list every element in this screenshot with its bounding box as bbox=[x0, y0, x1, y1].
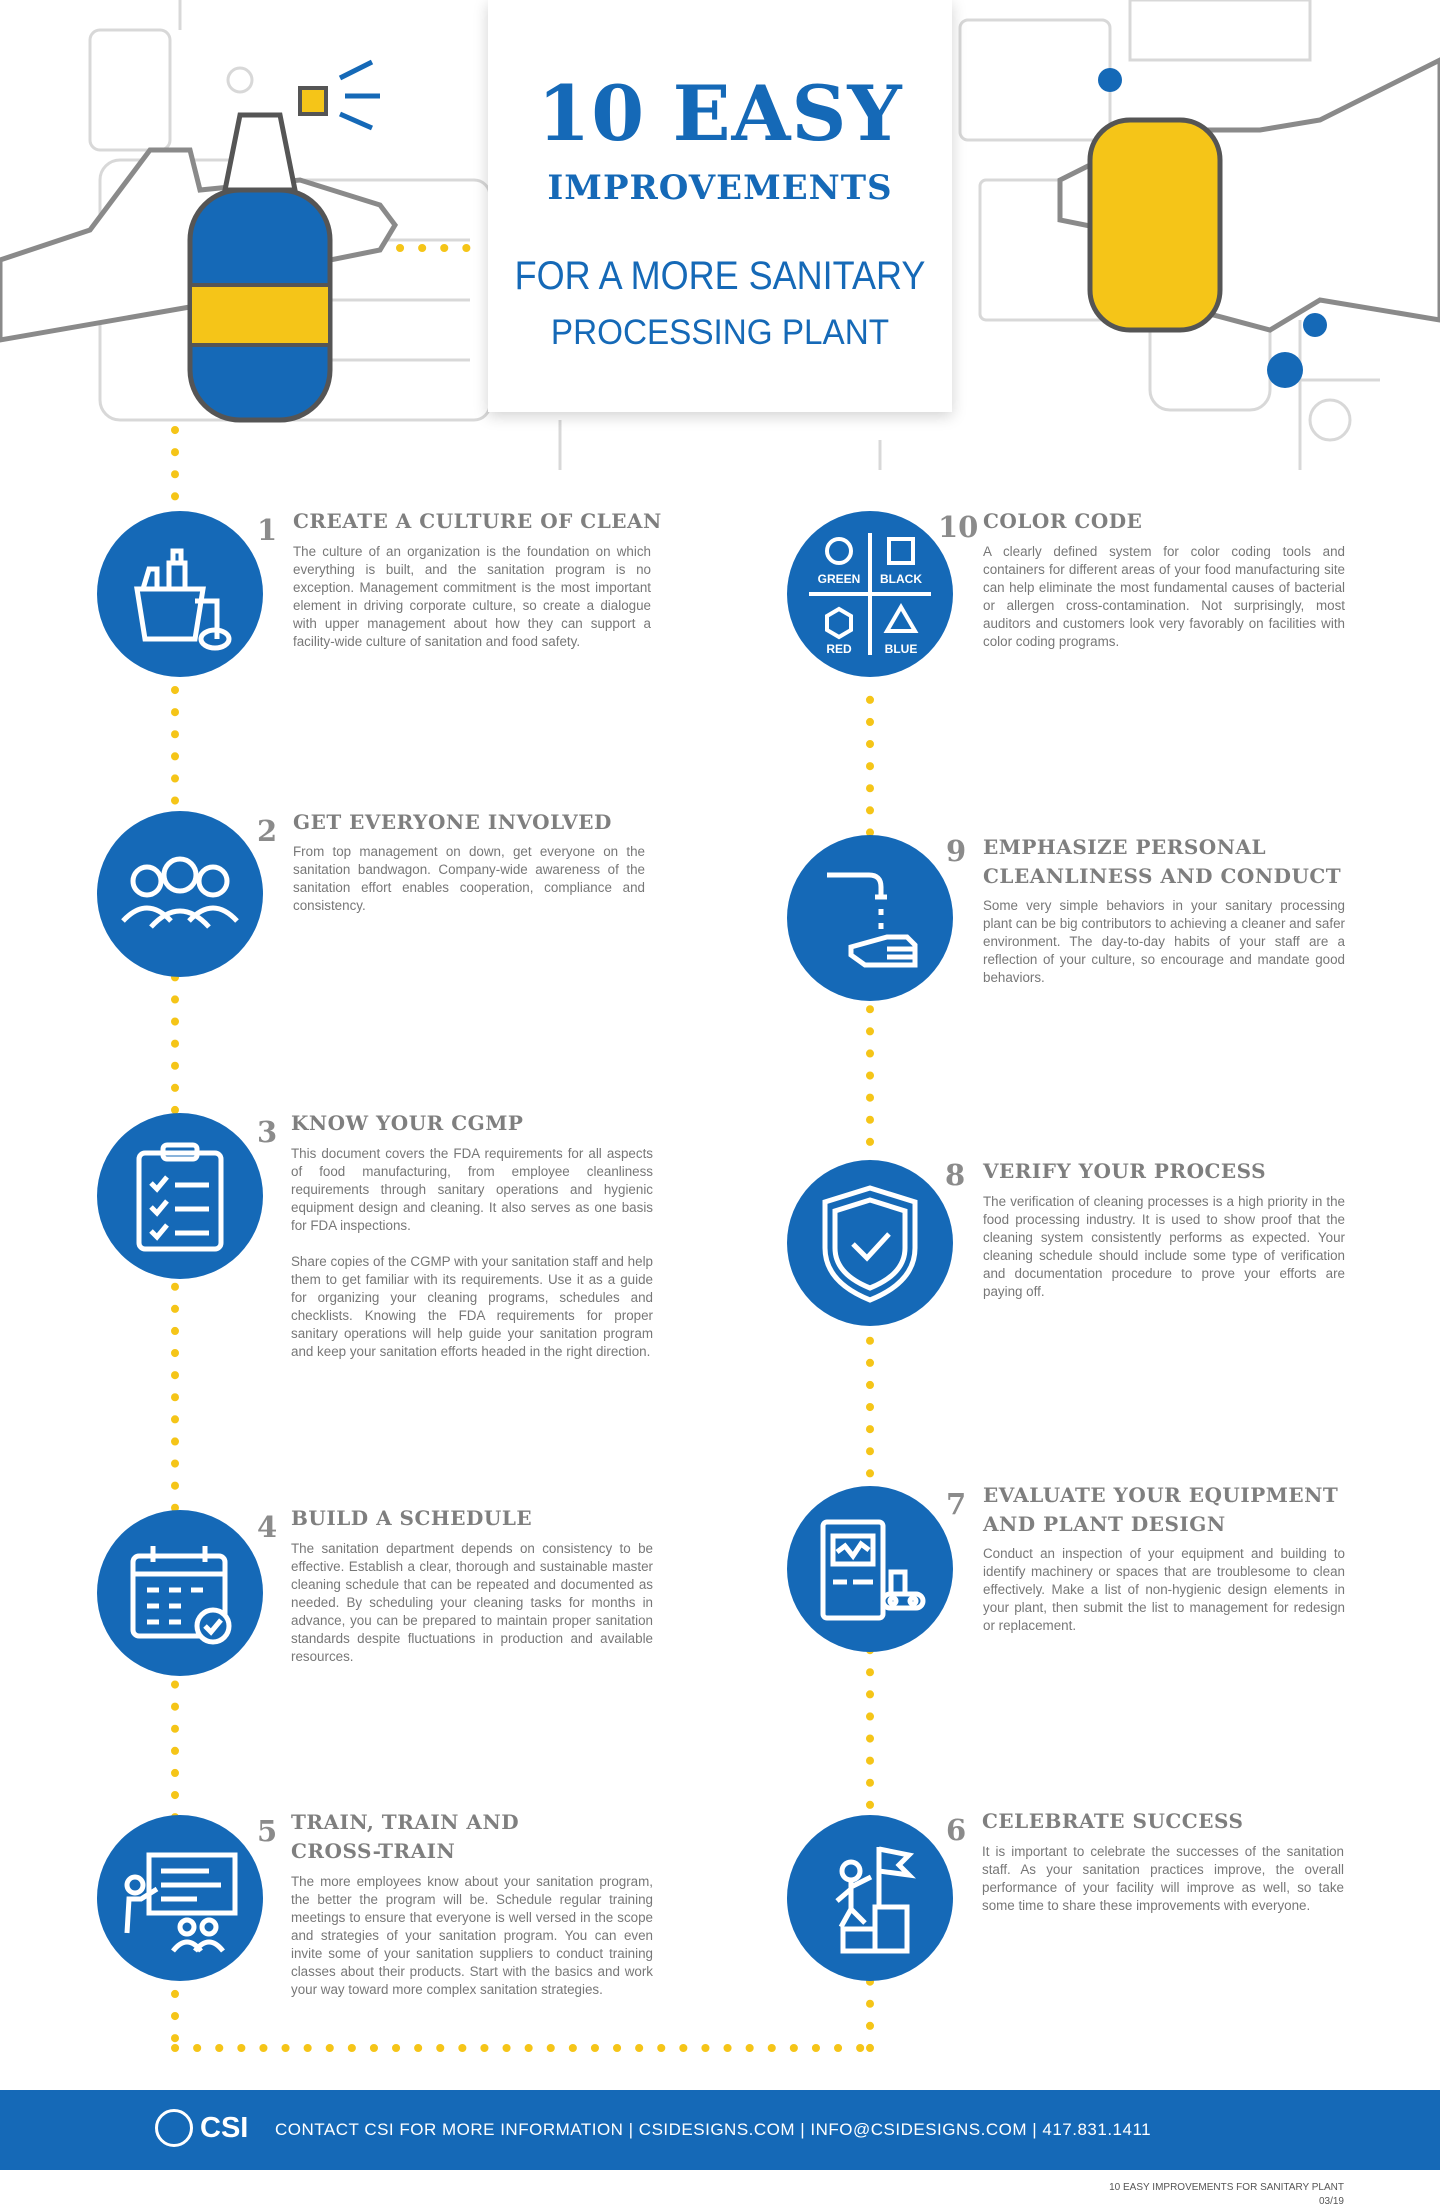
step-3-circle bbox=[97, 1113, 263, 1279]
step-6-heading: CELEBRATE SUCCESS bbox=[982, 1809, 1244, 1833]
step-1-heading: CREATE A CULTURE OF CLEAN bbox=[293, 509, 662, 533]
machinery-icon bbox=[787, 1486, 953, 1652]
flag-summit-icon bbox=[787, 1815, 953, 1981]
step-7-body: Conduct an inspection of your equipment and building to identify machinery or spaces that are troublesome to clean effectively. Make a list of non-hygienic design elements in your plant, then submit the list to management for redesign or replacement. bbox=[983, 1546, 1345, 1633]
step-3-heading: KNOW YOUR CGMP bbox=[291, 1111, 524, 1135]
step-4-circle bbox=[97, 1510, 263, 1676]
csi-logo-text: CSI bbox=[200, 2112, 249, 2144]
step-1-circle bbox=[97, 511, 263, 677]
step-2-body: From top management on down, get everyone on the sanitation bandwagon. Company-wide awareness of the sanitation effort enables cooperation, compliance and consistency. bbox=[293, 844, 645, 913]
csi-logo-icon bbox=[155, 2109, 193, 2147]
training-board-icon bbox=[97, 1815, 263, 1981]
step-2-number: 2 bbox=[257, 814, 278, 848]
footer-bar bbox=[0, 2090, 1440, 2170]
color-label-black: BLACK bbox=[880, 572, 922, 586]
step-9-number: 9 bbox=[946, 834, 967, 868]
color-code-icon bbox=[787, 511, 953, 677]
step-6-circle bbox=[787, 1815, 953, 1981]
step-9-circle bbox=[787, 835, 953, 1001]
step-8-number: 8 bbox=[945, 1158, 966, 1192]
step-9-heading bbox=[983, 833, 1341, 891]
step-10-number: 10 bbox=[938, 510, 979, 544]
step-6-body: It is important to celebrate the successes of the sanitation staff. As your sanitation practices improve, the overall performance of your facility will improve as well, so take some time to share these improvements with everyone. bbox=[982, 1844, 1344, 1913]
step-1-number: 1 bbox=[257, 513, 278, 547]
color-label-green: GREEN bbox=[817, 572, 861, 586]
team-icon bbox=[97, 811, 263, 977]
step-7-heading-line-2: AND PLANT DESIGN bbox=[983, 1512, 1226, 1536]
clipboard-checklist-icon bbox=[97, 1113, 263, 1279]
step-1-body: The culture of an organization is the foundation on which everything is built, and the sanitation program is no exception. Management commitment is the most important element in driving corporate culture, so create a dialogue with upper management about how they can support a facility-wide culture of sanitation and food safety. bbox=[293, 544, 651, 649]
step-5-heading-line-1: TRAIN, TRAIN AND bbox=[291, 1810, 520, 1834]
step-9-body: Some very simple behaviors in your sanitary processing plant can be big contributors to achieving a cleaner and safer environment. The day-to-day habits of your staff are a reflection of your culture, so encourage and mandate good behaviors. bbox=[983, 898, 1345, 985]
step-8-body: The verification of cleaning processes is a high priority in the food processing industry. It is used to show proof that the cleaning system consistently performs as expected. Your cleaning schedule should include some type of verification and documentation procedure to prove your efforts are paying off. bbox=[983, 1194, 1345, 1299]
step-2-heading: GET EVERYONE INVOLVED bbox=[293, 810, 612, 834]
spray-bottle-hand-icon bbox=[0, 62, 395, 420]
step-2-circle bbox=[97, 811, 263, 977]
step-5-heading bbox=[291, 1808, 519, 1866]
main-title: 10 EASY bbox=[537, 69, 903, 158]
step-4-body: The sanitation department depends on consistency to be effective. Establish a clear, thorough and sustainable master cleaning schedule that can be repeated and documented as needed. By scheduling your cleaning tasks for months in advance, you can be prepared to maintain proper sanitation standards despite fluctuations in production and available resources. bbox=[291, 1541, 653, 1664]
step-10-circle bbox=[787, 511, 953, 677]
title-line-2: PROCESSING PLANT bbox=[550, 313, 890, 352]
title-card bbox=[488, 0, 952, 412]
step-8-circle bbox=[787, 1160, 953, 1326]
step-5-heading-line-2: CROSS-TRAIN bbox=[291, 1839, 456, 1863]
step-5-circle bbox=[97, 1815, 263, 1981]
step-6-number: 6 bbox=[946, 1813, 967, 1847]
step-3-number: 3 bbox=[257, 1115, 278, 1149]
color-label-blue: BLUE bbox=[884, 642, 918, 656]
main-subtitle: IMPROVEMENTS bbox=[547, 168, 893, 208]
hero-section bbox=[0, 0, 1440, 470]
step-7-number: 7 bbox=[946, 1487, 967, 1521]
footer-document-title: 10 EASY IMPROVEMENTS FOR SANITARY PLANT bbox=[1109, 2182, 1344, 2193]
step-5-body: The more employees know about your sanitation program, the better the program will be. Schedule regular training meetings to ensure that everyone is well versed in the scope and strategies of your sanitation program. You can even invite some of your sanitation suppliers to conduct training classes about their products. Start with the basics and work your way toward more complex sanitation strategies. bbox=[291, 1874, 653, 1997]
step-4-heading: BUILD A SCHEDULE bbox=[291, 1506, 533, 1530]
step-5-number: 5 bbox=[257, 1814, 278, 1848]
contact-info[interactable]: CONTACT CSI FOR MORE INFORMATION | CSIDESIGNS.COM | INFO@CSIDESIGNS.COM | 417.831.1411 bbox=[275, 2120, 1152, 2139]
calendar-check-icon bbox=[97, 1510, 263, 1676]
title-line-1: FOR A MORE SANITARY bbox=[514, 254, 926, 298]
step-4-number: 4 bbox=[257, 1510, 278, 1544]
step-9-heading-line-1: EMPHASIZE PERSONAL bbox=[983, 835, 1267, 859]
handwash-icon bbox=[787, 835, 953, 1001]
step-10-heading: COLOR CODE bbox=[983, 509, 1143, 533]
cleaning-bucket-icon bbox=[97, 511, 263, 677]
step-8-heading: VERIFY YOUR PROCESS bbox=[983, 1159, 1267, 1183]
step-10-body: A clearly defined system for color coding tools and containers for different areas of your food manufacturing site can help eliminate the most fundamental causes of bacterial or allergen cross-contamination. Not surprisingly, most auditors and customers look very favorably on facilities with color coding programs. bbox=[983, 544, 1345, 649]
step-7-circle bbox=[787, 1486, 953, 1652]
color-label-red: RED bbox=[826, 642, 852, 656]
step-7-heading-line-1: EVALUATE YOUR EQUIPMENT bbox=[983, 1483, 1339, 1507]
step-7-heading bbox=[983, 1481, 1338, 1539]
step-9-heading-line-2: CLEANLINESS AND CONDUCT bbox=[983, 864, 1342, 888]
sponge-hand-icon bbox=[1060, 60, 1440, 388]
shield-check-icon bbox=[787, 1160, 953, 1326]
step-3-body: This document covers the FDA requirements for all aspects of food manufacturing, from employee cleanliness requirements through sanitary operations and hygienic equipment design and cleaning. It also serves as one basis for FDA inspections. Share copies of the CGMP with your sanitation staff and help them to get familiar with its requirements. Use it as a guide for organizing your cleaning programs, schedules and checklists. Knowing the FDA requirements for proper sanitary operations will help guide your sanitation program and keep your sanitation efforts headed in the right direction. bbox=[291, 1146, 653, 1359]
footer-date: 03/19 bbox=[1318, 2196, 1344, 2207]
